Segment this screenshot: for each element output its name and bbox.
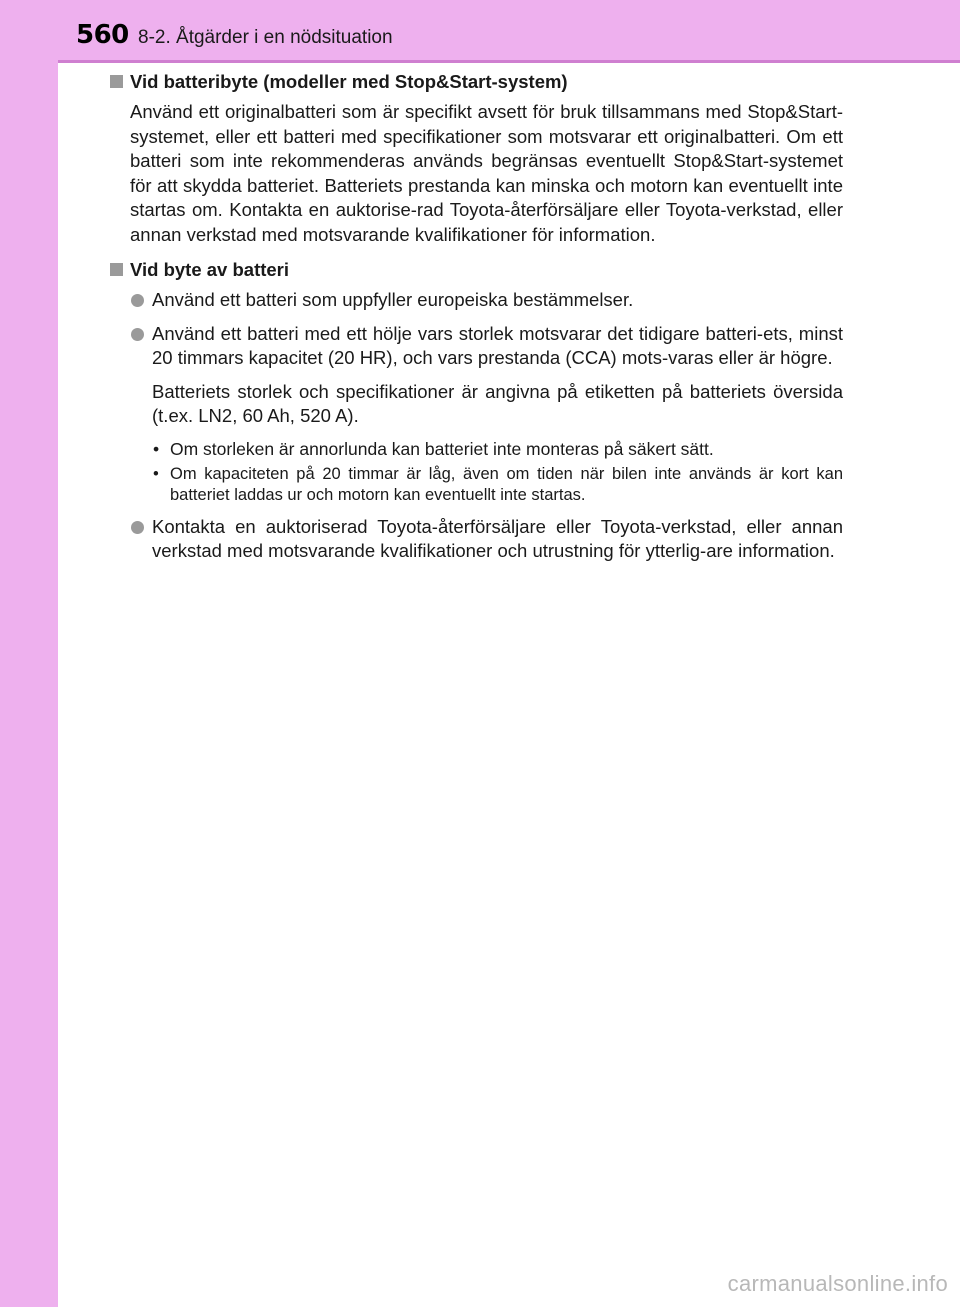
section-heading-text: Vid batteribyte (modeller med Stop&Start-system) <box>130 71 568 92</box>
circle-bullet-icon <box>131 521 144 534</box>
watermark-text: carmanualsonline.info <box>727 1271 948 1296</box>
square-bullet-icon <box>110 263 123 276</box>
battery-label-note: Batteriets storlek och specifikationer är angivna på etiketten på batteriets översida (t.ex. LN2, 60 Ah, 520 A). <box>152 380 843 426</box>
list-item-contact-dealer <box>110 515 843 564</box>
list-item-text: Kontakta en auktoriserad Toyota-återförsäljare eller Toyota-verkstad, eller annan verkstad med motsvarande kvalifikationer och utrustning för ytterlig-are information. <box>152 515 843 561</box>
section-heading-text: Vid byte av batteri <box>130 259 290 280</box>
sub-list-item-size <box>110 438 843 460</box>
page-content <box>110 70 843 564</box>
square-bullet-icon <box>110 75 123 88</box>
side-color-band <box>0 0 58 1307</box>
list-item-battery-housing <box>110 322 843 371</box>
chapter-title: 8-2. Åtgärder i en nödsituation <box>138 27 393 48</box>
section-heading-stop-start <box>110 70 843 94</box>
section-body-stop-start: Använd ett originalbatteri som är specifikt avsett för bruk tillsammans med Stop&Start-systemet, eller ett batteri med specifikationer som motsvarar ett originalbatteri. Om ett batteri som inte rekommenderas används begränsas eventuellt Stop&Start-systemet för att skydda batteriet. Batteriets prestanda kan minska och motorn kan eventuellt inte startas om. Kontakta en auktorise-rad Toyota-återförsäljare eller Toyota-verkstad, eller annan verkstad med motsvarande kvalifikationer för information. <box>130 101 843 245</box>
list-item-european-regulations <box>110 288 843 313</box>
page-number: 560 <box>76 20 129 50</box>
sub-list-item-text: Om storleken är annorlunda kan batteriet inte monteras på säkert sätt. <box>170 438 714 459</box>
dot-bullet-icon: • <box>153 438 160 459</box>
dot-bullet-icon: • <box>153 464 159 483</box>
list-item-text: Använd ett batteri med ett hölje vars storlek motsvarar det tidigare batteri-ets, minst 20 timmars kapacitet (20 HR), och vars prestanda (CCA) mots-varas eller är högre. <box>152 322 843 368</box>
sub-list-item-text: Om kapaciteten på 20 timmar är låg, även om tiden när bilen inte används är kort kan batteriet laddas ur och motorn kan eventuellt inte startas. <box>170 464 843 504</box>
section-heading-battery-replacement <box>110 258 843 282</box>
circle-bullet-icon <box>131 328 144 341</box>
list-item-text: Använd ett batteri som uppfyller europeiska bestämmelser. <box>152 289 634 310</box>
sub-list-item-capacity <box>110 464 843 506</box>
header-rule <box>58 60 960 63</box>
circle-bullet-icon <box>131 294 144 307</box>
